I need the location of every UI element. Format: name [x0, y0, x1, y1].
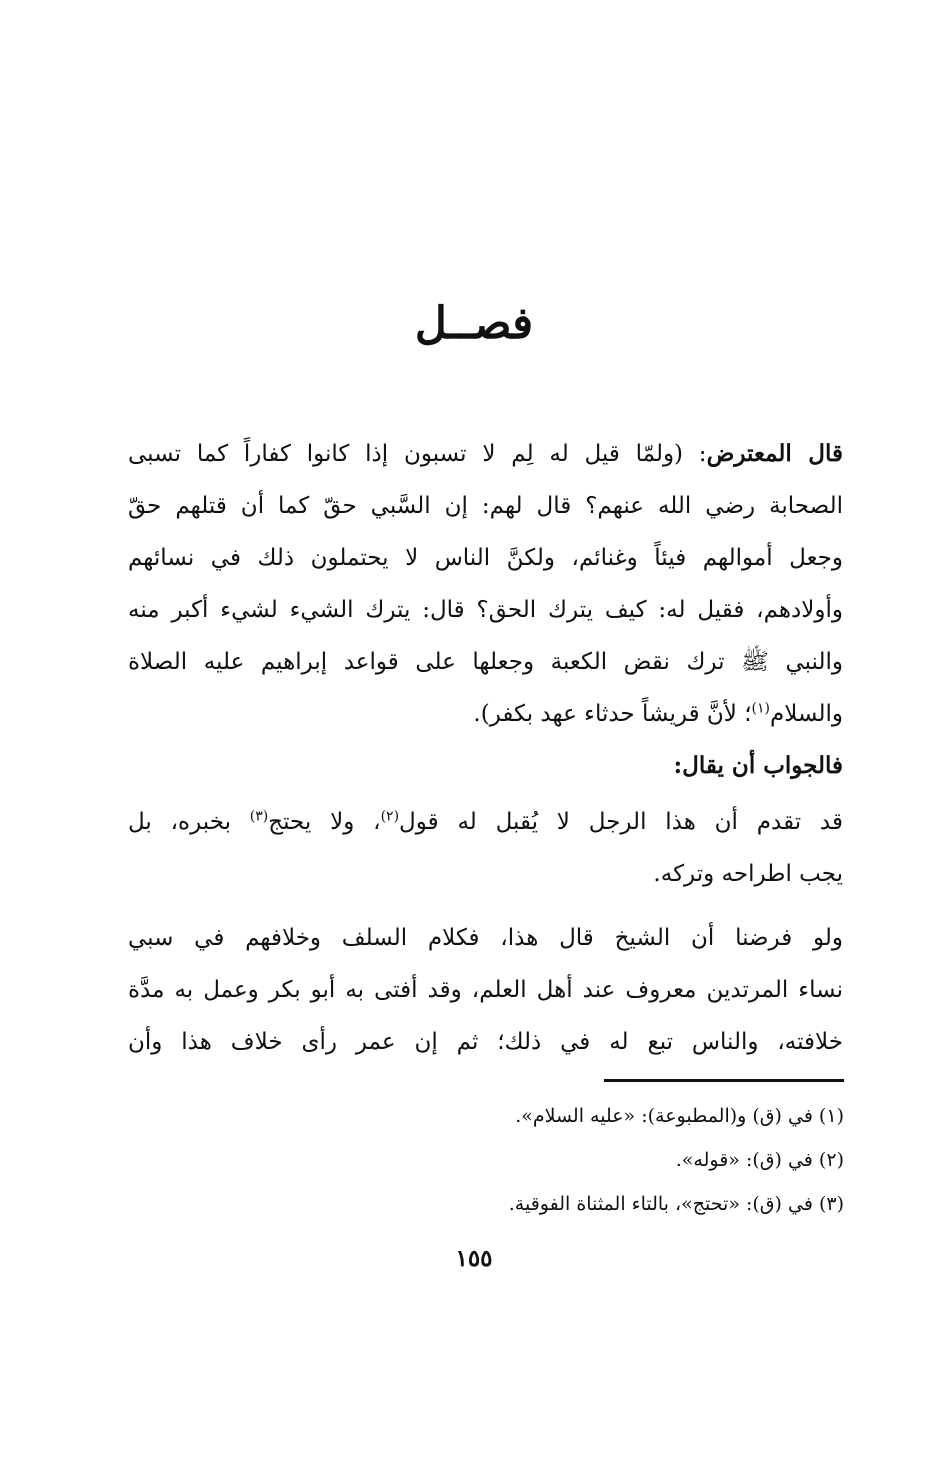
- footnote-3: (٣) في (ق): «تحتج»، بالتاء المثناة الفوقية.: [508, 1193, 844, 1215]
- footnote-ref-3: (٣): [249, 808, 269, 825]
- page-number: ١٥٥: [455, 1245, 493, 1272]
- text-line: الصحابة رضي الله عنهم؟ قال لهم: إن السَّبي حقّ كما أن قتلهم حقّ: [128, 493, 843, 519]
- text-line: والسلام$^{(١)}$؛ لأنَّ قريشاً حدثاء عهد بكفر).: [473, 700, 843, 727]
- footnote-divider: [604, 1079, 844, 1082]
- footnotes: [300, 1094, 844, 1226]
- objector-label: قال المعترض: [706, 440, 843, 467]
- answer-heading-block: [128, 740, 843, 792]
- text-line: قد تقدم أن هذا الرجل لا يُقبل له قول$^{(٢)}$، ولا يحتج$^{(٣)}$ بخبره، بل: [128, 808, 843, 835]
- answer-heading: فالجواب أن يقال:: [673, 752, 843, 779]
- discussion-paragraph: [128, 912, 843, 1068]
- footnote-1: (١) في (ق) و(المطبوعة): «عليه السلام».: [515, 1105, 844, 1127]
- text-line: نساء المرتدين معروف عند أهل العلم، وقد أفتى به أبو بكر وعمل به مدَّة: [128, 977, 843, 1003]
- text-line: وجعل أموالهم فيئاً وغنائم، ولكنَّ الناس لا يحتملون ذلك في نسائهم: [128, 545, 843, 571]
- text-line: وأولادهم، فقيل له: كيف يترك الحق؟ قال: يترك الشيء لشيء أكبر منه: [128, 597, 843, 623]
- text-line: خلافته، والناس تبع له في ذلك؛ ثم إن عمر رأى خلاف هذا وأن: [128, 1029, 843, 1055]
- text-line: ولو فرضنا أن الشيخ قال هذا، فكلام السلف وخلافهم في سبي: [128, 925, 843, 951]
- footnote-2: (٢) في (ق): «قوله».: [675, 1149, 844, 1171]
- text-line: يجب اطراحه وتركه.: [653, 861, 843, 887]
- answer-paragraph: [128, 796, 843, 900]
- section-title: فصــل: [414, 298, 534, 349]
- text-line: والنبي ﷺ ترك نقض الكعبة وجعلها على قواعد إبراهيم عليه الصلاة: [128, 649, 843, 675]
- footnote-ref-2: (٢): [380, 808, 400, 825]
- objection-paragraph: [128, 428, 843, 740]
- footnote-ref-1: (١): [751, 700, 770, 717]
- text-line: قال المعترض: (ولمّا قيل له لِم لا تسبون إذا كانوا كفاراً كما تسبى: [128, 440, 843, 467]
